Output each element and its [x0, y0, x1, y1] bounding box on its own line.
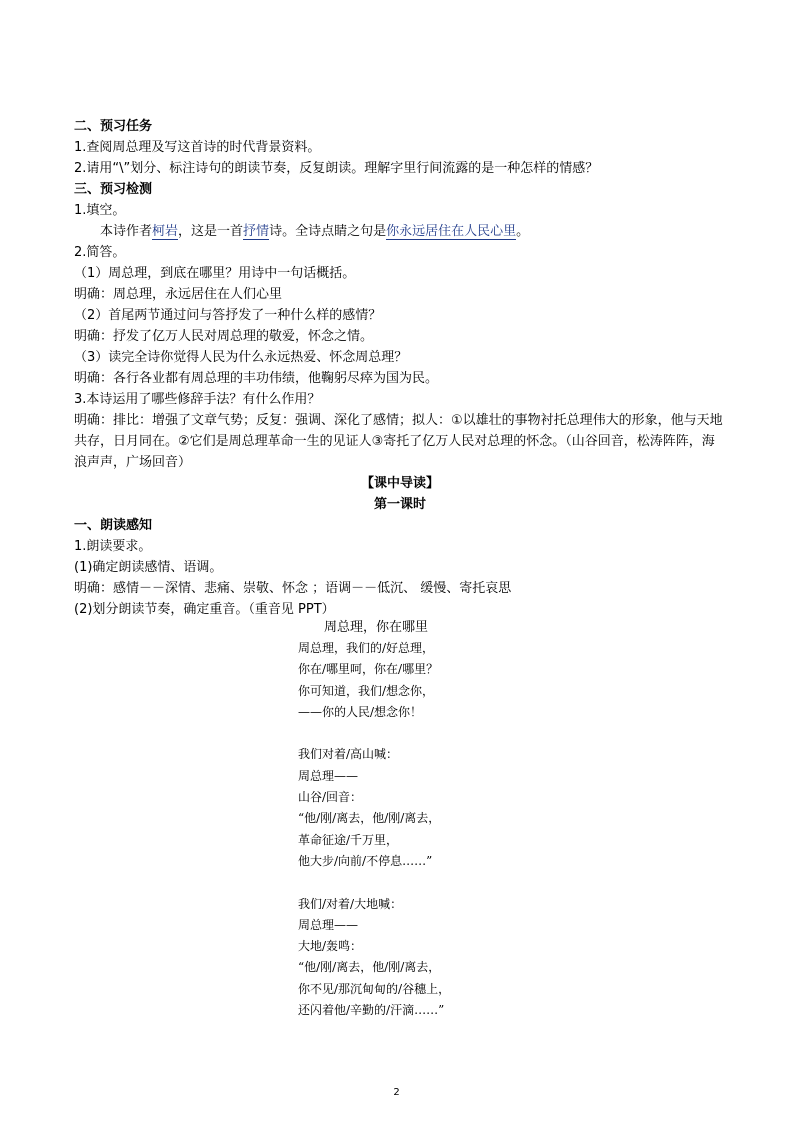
poem-line: ——你的人民/想念你！ [298, 704, 423, 719]
stanza-gap [298, 872, 450, 893]
task-item-1: 1.查阅周总理及写这首诗的时代背景资料。 [74, 140, 321, 155]
reading-sub-1: (1)确定朗读感情、语调。 [74, 560, 223, 575]
section-heading-preview-check: 三、预习检测 [74, 182, 153, 197]
main-content [74, 116, 726, 620]
fill-blank-sentence [74, 221, 726, 242]
question-4: 3.本诗运用了哪些修辞手法？有什么作用？ [74, 392, 321, 407]
poem-line: 我们/对着/大地喊： [298, 896, 403, 911]
poem-title: 周总理，你在哪里 [324, 620, 429, 635]
fill-blank-title: 1.填空。 [74, 203, 126, 218]
reading-answer-1: 明确：感情－－深情、悲痛、崇敬、怀念 ；语调－－低沉、 缓慢、寄托哀思 [74, 581, 512, 596]
fill-answer-key-line: 你永远居住在人民心里 [386, 224, 517, 239]
page-number: 2 [393, 1087, 400, 1098]
fill-answer-type: 抒情 [243, 224, 270, 239]
poem-line: 革命征途/千万里， [298, 832, 399, 847]
answer-2: 明确：抒发了亿万人民对周总理的敬爱，怀念之情。 [74, 329, 374, 344]
fill-answer-author: 柯岩 [152, 224, 179, 239]
question-3: （3）读完全诗你觉得人民为什么永远热爱、怀念周总理？ [74, 350, 408, 365]
question-1: （1）周总理，到底在哪里？用诗中一句话概括。 [74, 266, 356, 281]
reading-sub-2: (2)划分朗读节奏，确定重音。（重音见 PPT） [74, 602, 335, 617]
poem-line: 你在/哪里呵，你在/哪里？ [298, 662, 439, 677]
question-2: （2）首尾两节通过问与答抒发了一种什么样的感情？ [74, 308, 382, 323]
fill-end-text: 。 [516, 224, 530, 239]
task-item-2: 2.请用“\”划分、标注诗句的朗读节奏，反复朗读。理解字里行间流露的是一种怎样的情感？ [74, 161, 599, 176]
poem-line: “他/刚/离去，他/刚/离去， [298, 811, 441, 826]
poem-line: 大地/轰鸣： [298, 939, 363, 954]
fill-mid-text-2: 诗。全诗点睛之句是 [269, 224, 387, 239]
answer-3: 明确：各行各业都有周总理的丰功伟绩，他鞠躬尽瘁为国为民。 [74, 371, 439, 386]
fill-mid-text-1: ，这是一首 [178, 224, 244, 239]
answer-4: 明确：排比：增强了文章气势；反复：强调、深化了感情；拟人：①以雄壮的事物衬托总理伟大的形象，他与天地共存，日月同在。②它们是周总理革命一生的见证人③寄托了亿万人民对总理的怀念。（山谷回音，松涛阵阵，海浪声声，广场回音） [74, 413, 723, 470]
poem-line: 你可知道，我们/想念你， [298, 683, 435, 698]
guide-title: 【课中导读】 [360, 476, 439, 491]
lesson-title: 第一课时 [373, 497, 426, 512]
poem-line: 还闪着他/辛勤的/汗滴……” [298, 1003, 445, 1018]
poem-line: “他/刚/离去，他/刚/离去， [298, 960, 441, 975]
poem-line: 我们对着/高山喊： [298, 747, 399, 762]
poem-body [298, 638, 450, 1021]
poem-line: 周总理—— [298, 768, 359, 783]
stanza-gap [298, 723, 450, 744]
poem-line: 他大步/向前/不停息……” [298, 853, 433, 868]
fill-pre-text: 本诗作者 [100, 224, 153, 239]
poem-line: 山谷/回音： [298, 790, 363, 805]
section-heading-preview-tasks: 二、预习任务 [74, 119, 153, 134]
poem-line: 周总理—— [298, 917, 359, 932]
poem-line: 你不见/那沉甸甸的/谷穗上， [298, 981, 451, 996]
answer-1: 明确：周总理，永远居住在人们心里 [74, 287, 283, 302]
poem-line: 周总理，我们的/好总理， [298, 641, 435, 655]
section-heading-reading: 一、朗读感知 [74, 518, 153, 533]
reading-item-1: 1.朗读要求。 [74, 539, 152, 554]
short-answer-title: 2.简答。 [74, 245, 126, 260]
